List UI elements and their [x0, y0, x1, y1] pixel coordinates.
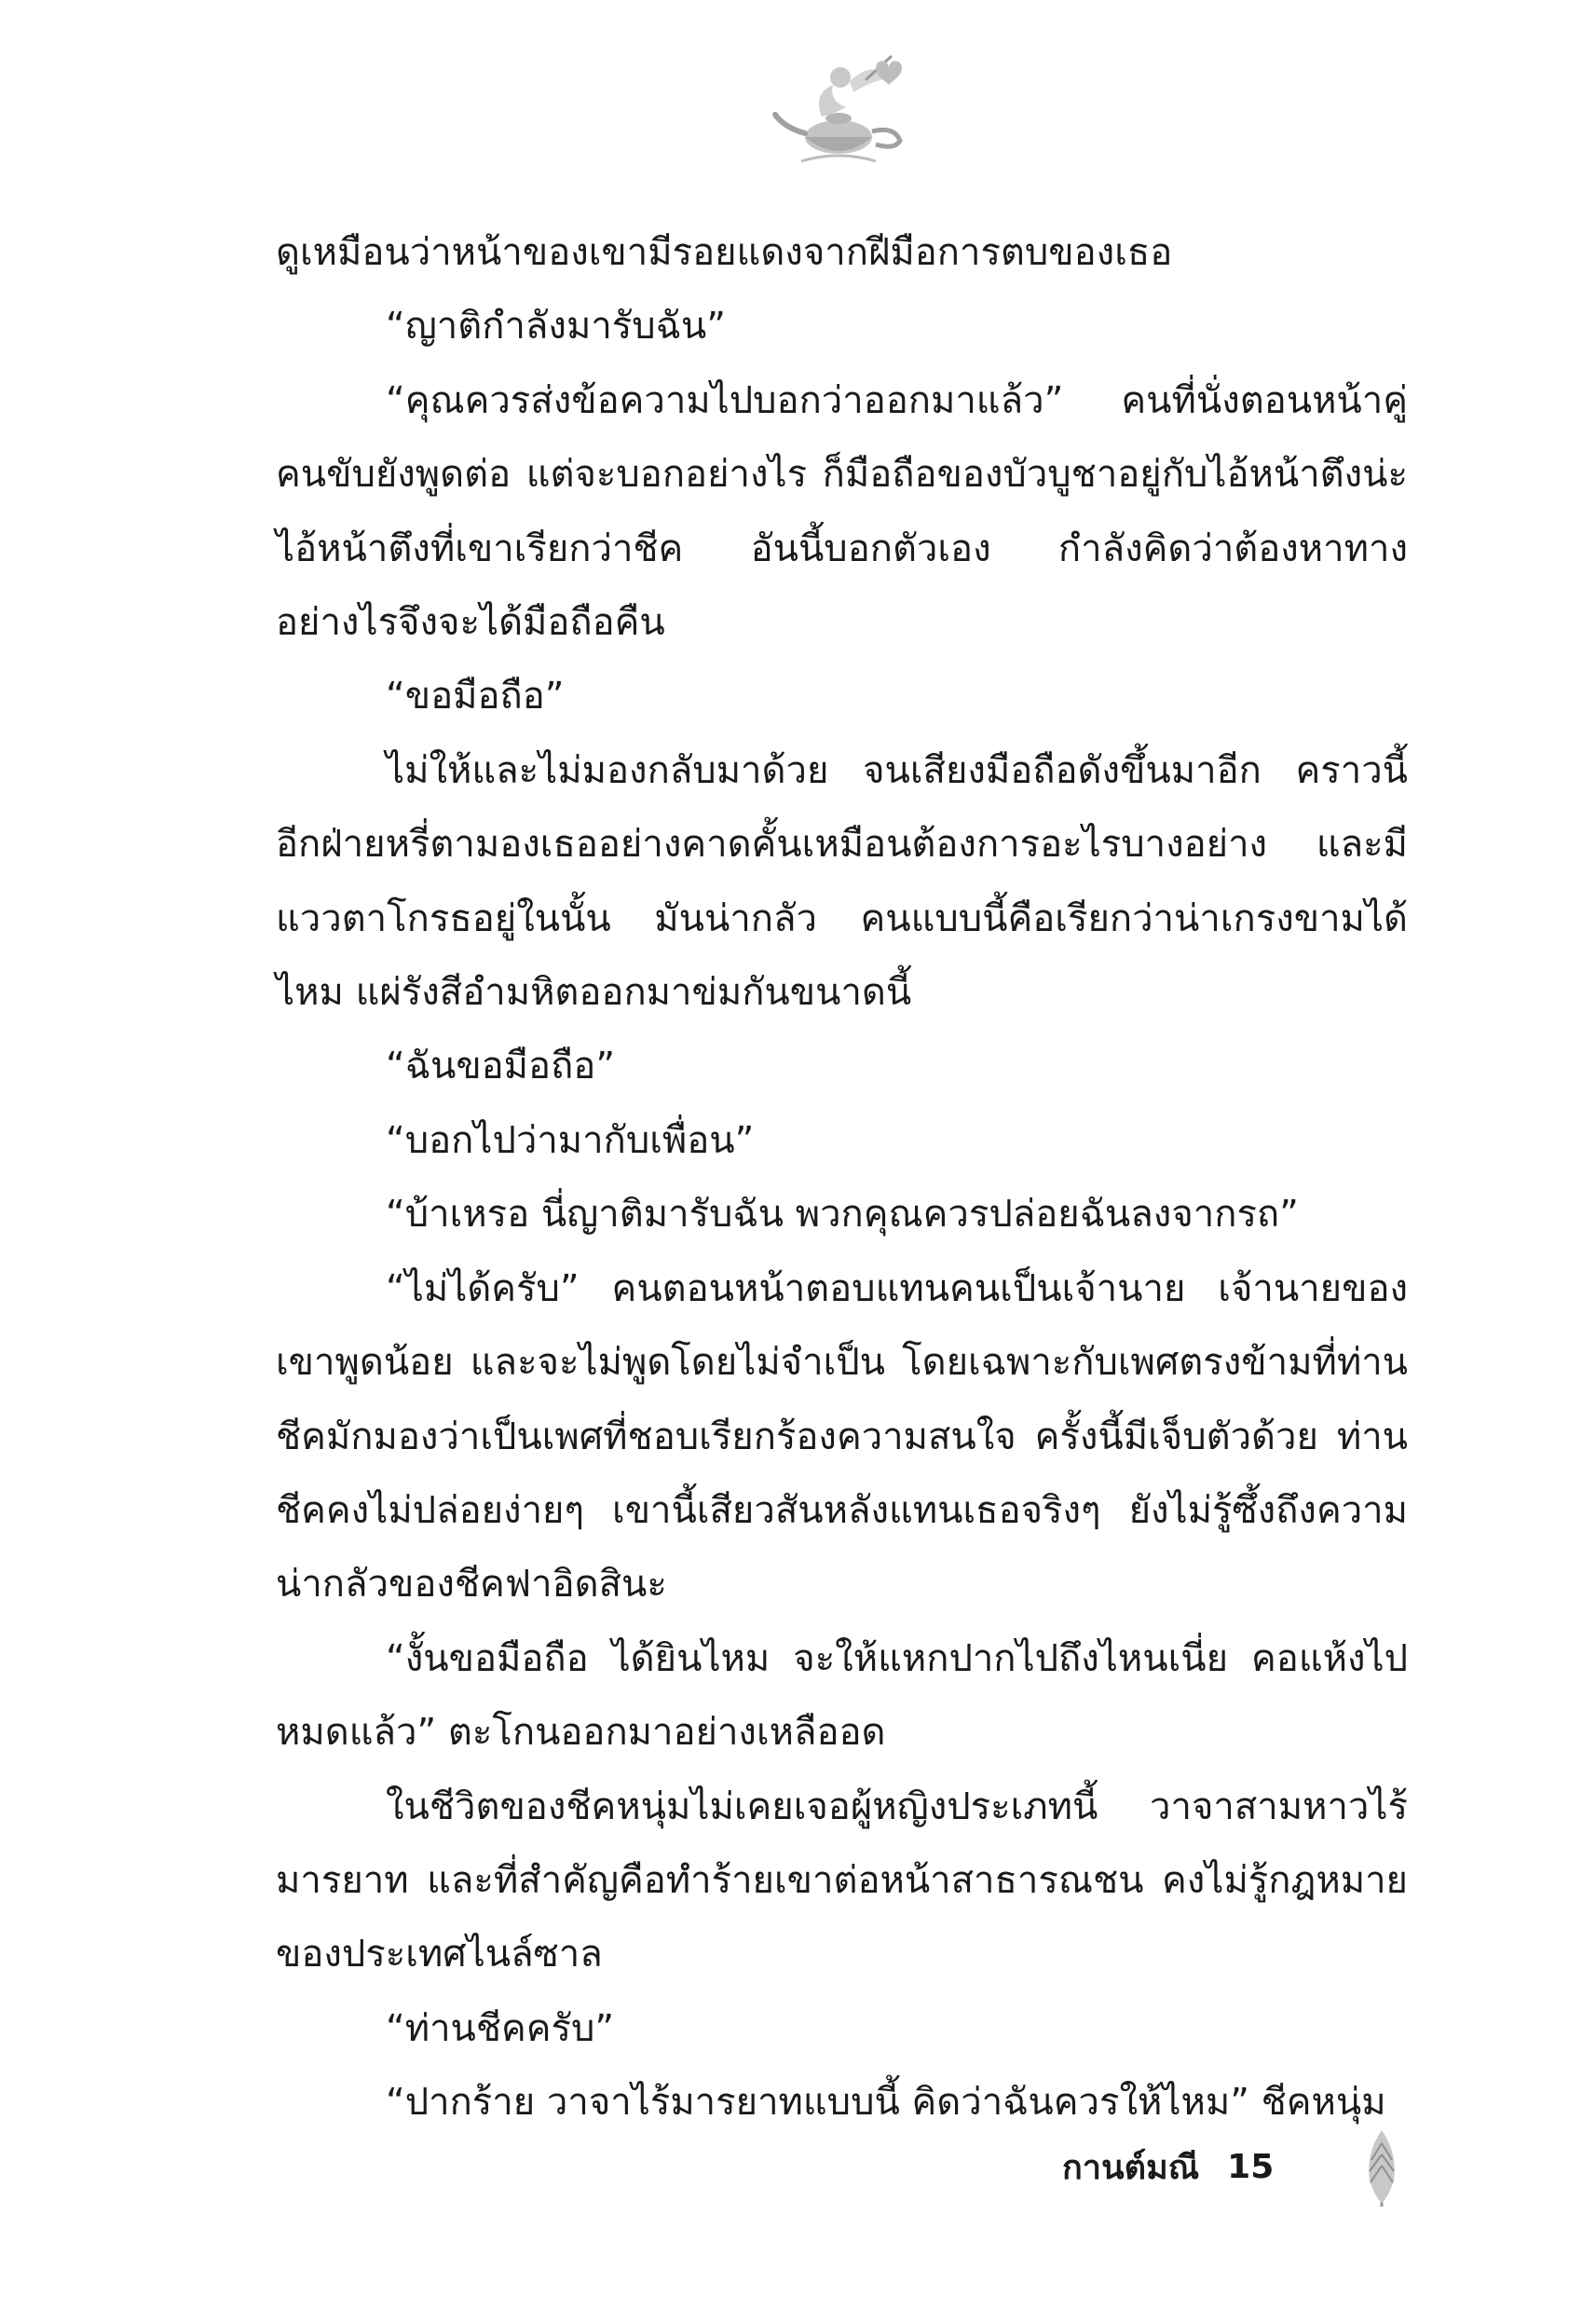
page-number: 15 — [1227, 2147, 1275, 2186]
paragraph: ไม่ให้และไม่มองกลับมาด้วย จนเสียงมือถือดังขึ้นมาอีก คราวนี้อีกฝ่ายหรี่ตามองเธออย่างคาดคั้นเหมือนต้องการอะไรบางอย่าง และมีแววตาโกรธอยู่ในนั้น มันน่ากลัว คนแบบนี้คือเรียกว่าน่าเกรงขามได้ไหม แผ่รังสีอำมหิตออกมาข่มกันขนาดนี้ — [276, 748, 1408, 1015]
paragraph: “ฉันขอมือถือ” — [386, 1045, 616, 1088]
running-title: กานต์มณี — [1062, 2148, 1200, 2187]
chapter-text — [276, 216, 1408, 2140]
cupid-teapot-ornament-icon — [764, 51, 913, 168]
paragraph: “คุณควรส่งข้อความไปบอกว่าออกมาแล้ว” คนที่นั่งตอนหน้าคู่คนขับยังพูดต่อ แต่จะบอกอย่างไร ก็มือถือของบัวบูชาอยู่กับไอ้หน้าตึงน่ะ ไอ้หน้าตึงที่เขาเรียกว่าชีค อันนี้บอกตัวเอง กำลังคิดว่าต้องหาทางอย่างไรจึงจะได้มือถือคืน — [276, 378, 1408, 645]
paragraph: “งั้นขอมือถือ ได้ยินไหม จะให้แหกปากไปถึงไหนเนี่ย คอแห้งไปหมดแล้ว” ตะโกนออกมาอย่างเหลืออด — [276, 1636, 1408, 1755]
paragraph: “ไม่ได้ครับ” คนตอนหน้าตอบแทนคนเป็นเจ้านาย เจ้านายของเขาพูดน้อย และจะไม่พูดโดยไม่จำเป็น โดยเฉพาะกับเพศตรงข้ามที่ท่านชีคมักมองว่าเป็นเพศที่ชอบเรียกร้องความสนใจ ครั้งนี้มีเจ็บตัวด้วย ท่านชีคคงไม่ปล่อยง่ายๆ เขานี้เสียวสันหลังแทนเธอจริงๆ ยังไม่รู้ซึ้งถึงความน่ากลัวของชีคฟาอิดสินะ — [276, 1266, 1408, 1607]
paragraph: “ปากร้าย วาจาไร้มารยาทแบบนี้ คิดว่าฉันควรให้ไหม” ชีคหนุ่ม — [386, 2081, 1386, 2125]
paragraph: “ท่านชีคครับ” — [386, 2006, 615, 2050]
paragraph: “บอกไปว่ามากับเพื่อน” — [386, 1118, 755, 1162]
paragraph: “ขอมือถือ” — [386, 675, 565, 718]
paragraph: ในชีวิตของชีคหนุ่มไม่เคยเจอผู้หญิงประเภทนี้ วาจาสามหาวไร้มารยาท และที่สำคัญคือทำร้ายเขาต่อหน้าสาธารณชน คงไม่รู้กฎหมายของประเทศไนล์ซาล — [276, 1785, 1408, 1976]
paragraph: “บ้าเหรอ นี่ญาติมารับฉัน พวกคุณควรปล่อยฉันลงจากรถ” — [386, 1193, 1299, 1237]
page-footer — [1062, 2139, 1274, 2195]
feather-ornament-icon — [1358, 2125, 1405, 2208]
paragraph: ดูเหมือนว่าหน้าของเขามีรอยแดงจากฝีมือการตบของเธอ — [276, 231, 1173, 274]
paragraph: “ญาติกำลังมารับฉัน” — [386, 305, 726, 349]
